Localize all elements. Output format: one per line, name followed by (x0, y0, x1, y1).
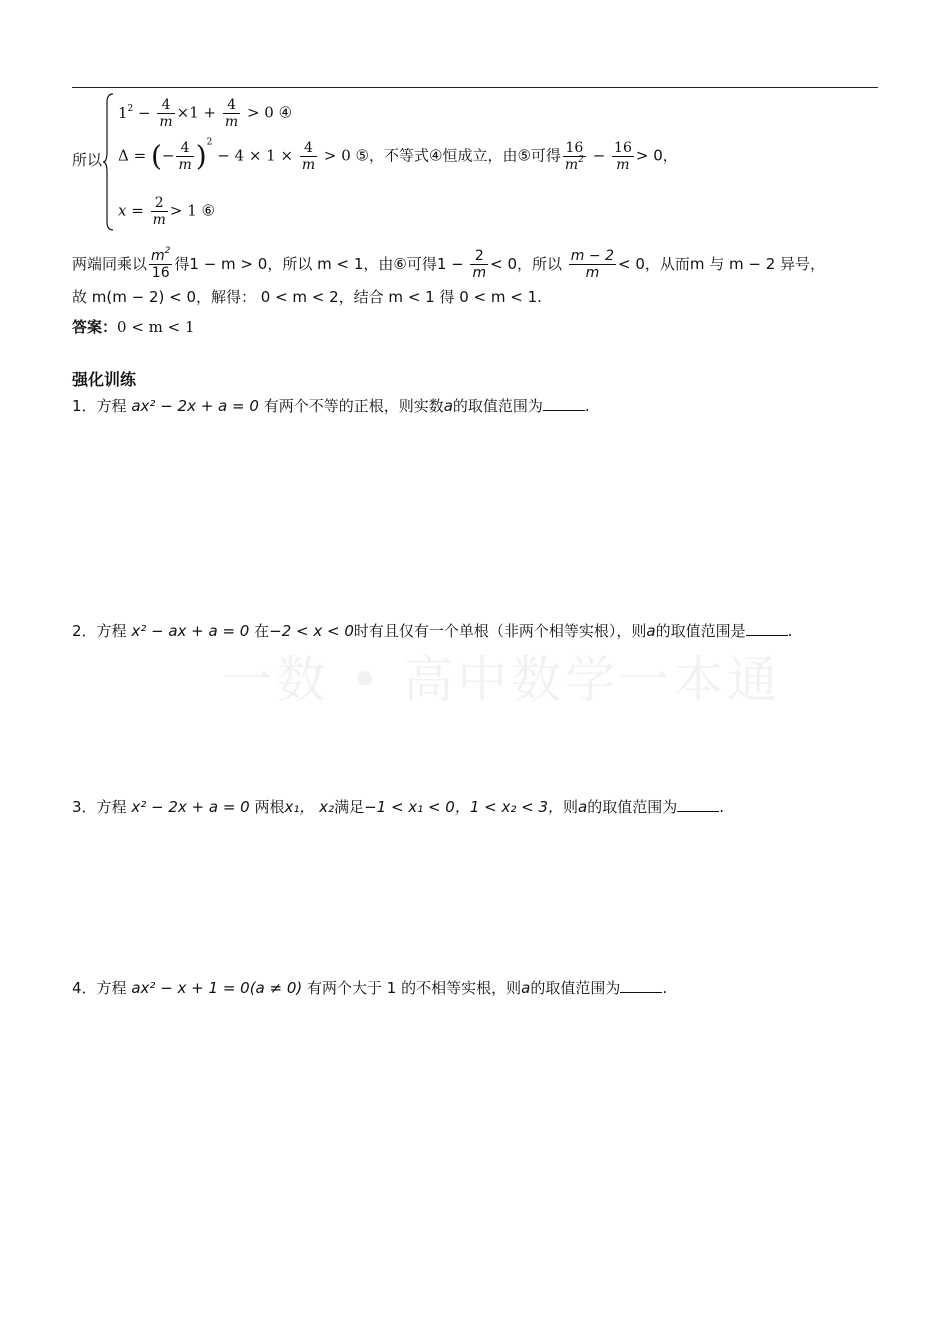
problem-2: 2．方程 x² − ax + a = 0 在−2 < x < 0时有且仅有一个单根（非两个相等实根），则a的取值范围是 . (72, 622, 793, 640)
so-label: 所以 (72, 151, 103, 169)
answer-blank[interactable] (620, 978, 662, 993)
problem-1: 1．方程 ax² − 2x + a = 0 有两个不等的正根，则实数a的取值范围为 . (72, 397, 590, 415)
solution-line-2: 两端同乘以 $\frac{m^2}{16}$ 得1 − m > 0，所以 m < 1，由⑥可得1 − $\frac{2}{m}$ < 0，所以 $\frac{m - 2}{m}$ < 0，从而m 与 m − 2 异号， (72, 246, 826, 281)
answer-line: 答案：0 < m < 1 (72, 318, 195, 336)
answer-blank[interactable] (746, 621, 788, 636)
header-rule (72, 87, 878, 88)
watermark: 一数 • 高中数学一本通 (222, 651, 782, 709)
answer-blank[interactable] (543, 396, 585, 411)
problem-4: 4．方程 ax² − x + 1 = 0(a ≠ 0) 有两个大于 1 的不相等实根，则a的取值范围为 . (72, 979, 668, 997)
answer-blank[interactable] (677, 797, 719, 812)
problem-3: 3．方程 x² − 2x + a = 0 两根x₁， x₂满足−1 < x₁ < 0，1 < x₂ < 3，则a的取值范围为 . (72, 798, 725, 816)
left-brace-icon (102, 92, 114, 232)
section-title: 强化训练 (72, 370, 137, 389)
equation-6: x = $\frac{2}{m}$ > 1 ⑥ (118, 195, 215, 228)
equation-4: $1^2$ − $\frac{4}{m}$ ×1 + $\frac{4}{m}$ > 0 ④ (118, 97, 293, 130)
solution-line-3: 故 m(m − 2) < 0，解得： 0 < m < 2，结合 m < 1 得 0 < m < 1. (72, 288, 542, 306)
equation-5: Δ = (− $\frac{4}{m}$ )$^2$ − 4 × 1 × $\frac{4}{m}$ > 0 ⑤，不等式④恒成立，由⑤可得 $\frac{16}{m^2}$ − $\frac{16}{m}$ > 0， (118, 137, 678, 173)
